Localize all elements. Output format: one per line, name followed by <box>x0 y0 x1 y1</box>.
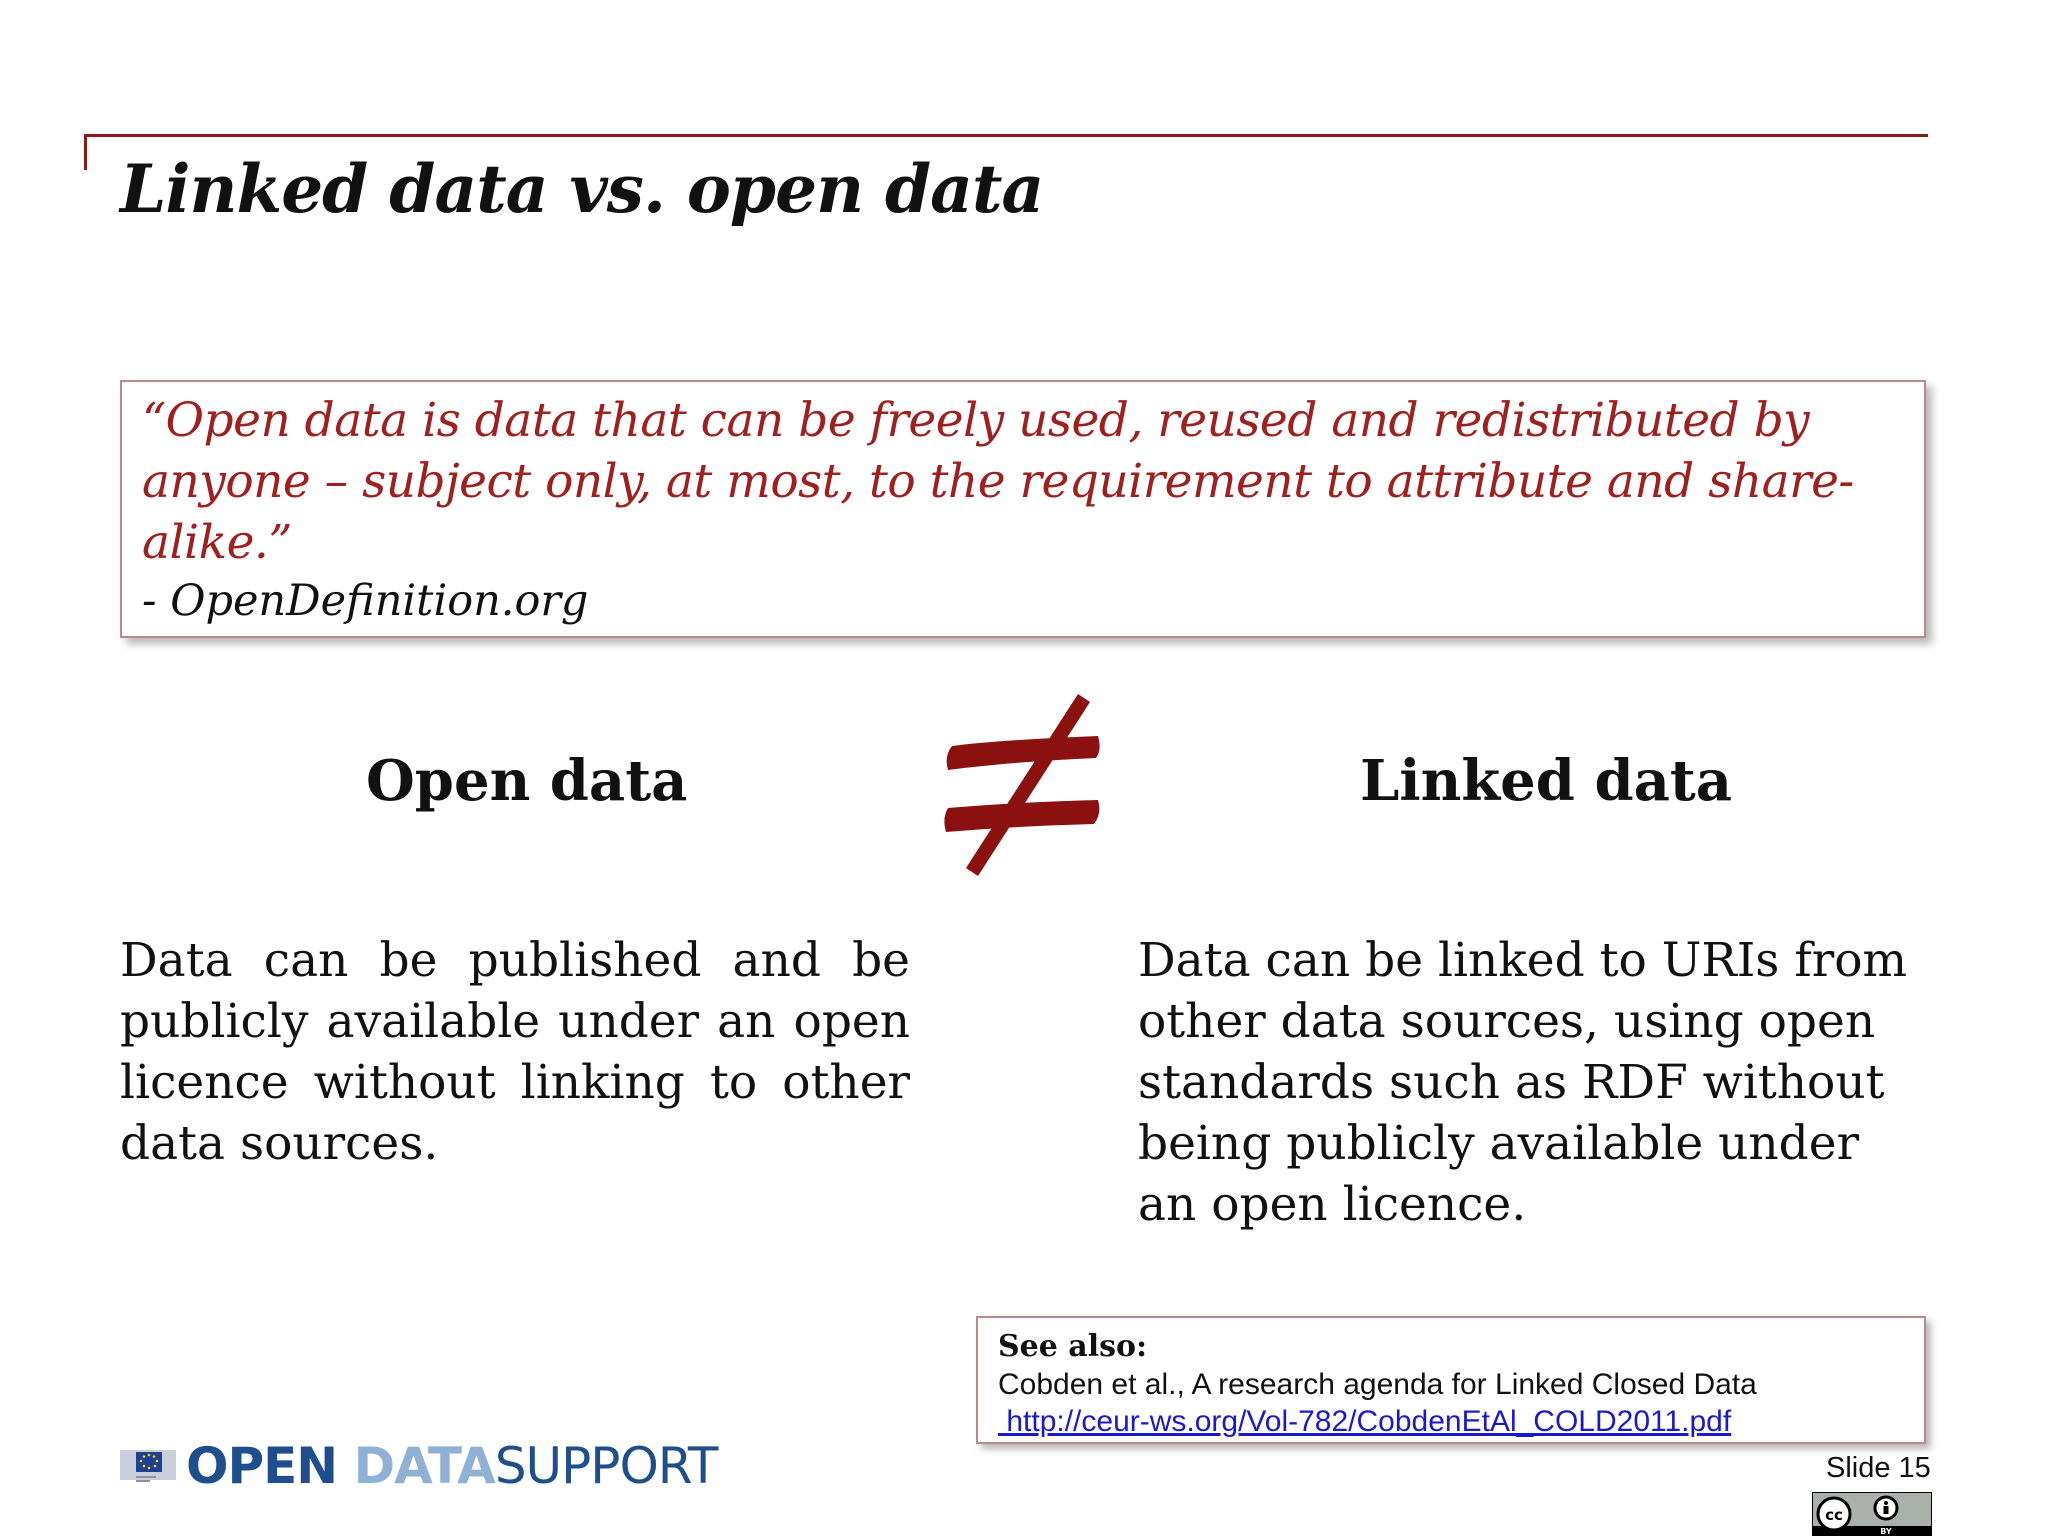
quote-box <box>120 380 1926 638</box>
see-also-reference: Cobden et al., A research agenda for Linked Closed Data <box>998 1368 1757 1401</box>
not-equal-icon <box>938 690 1108 880</box>
logo-wordmark <box>186 1436 717 1496</box>
open-data-heading: Open data <box>366 748 688 814</box>
see-also-box <box>976 1316 1926 1444</box>
quote-source: - OpenDefinition.org <box>142 576 589 626</box>
open-data-support-logo <box>120 1436 717 1496</box>
see-also-label: See also: <box>998 1329 1148 1364</box>
slide-number: Slide 15 <box>1826 1452 1931 1484</box>
logo-open: OPEN <box>186 1437 354 1495</box>
logo-data: DATA <box>353 1437 495 1495</box>
slide-title: Linked data vs. open data <box>120 150 1044 228</box>
creative-commons-icon <box>1812 1492 1932 1536</box>
linked-data-heading: Linked data <box>1360 748 1733 814</box>
see-also-link[interactable]: http://ceur-ws.org/Vol-782/CobdenEtAl_COLD2011.pdf <box>998 1405 1732 1438</box>
license-by-label: BY <box>1880 1527 1892 1536</box>
eu-flag-icon <box>120 1446 176 1486</box>
linked-data-description: Data can be linked to URIs from other data sources, using open standards such as RDF without being publicly available under an open licence. <box>1138 933 1908 1232</box>
quote-text: “Open data is data that can be freely used, reused and redistributed by anyone – subject only, at most, to the requirement to attribute and share-alike.” <box>142 393 1854 570</box>
logo-support: SUPPORT <box>494 1437 718 1495</box>
open-data-description: Data can be published and be publicly available under an open licence without linking to other data sources. <box>120 933 910 1171</box>
svg-text:cc: cc <box>1825 1506 1843 1524</box>
title-rule-tick <box>84 134 87 170</box>
title-rule <box>84 134 1928 137</box>
